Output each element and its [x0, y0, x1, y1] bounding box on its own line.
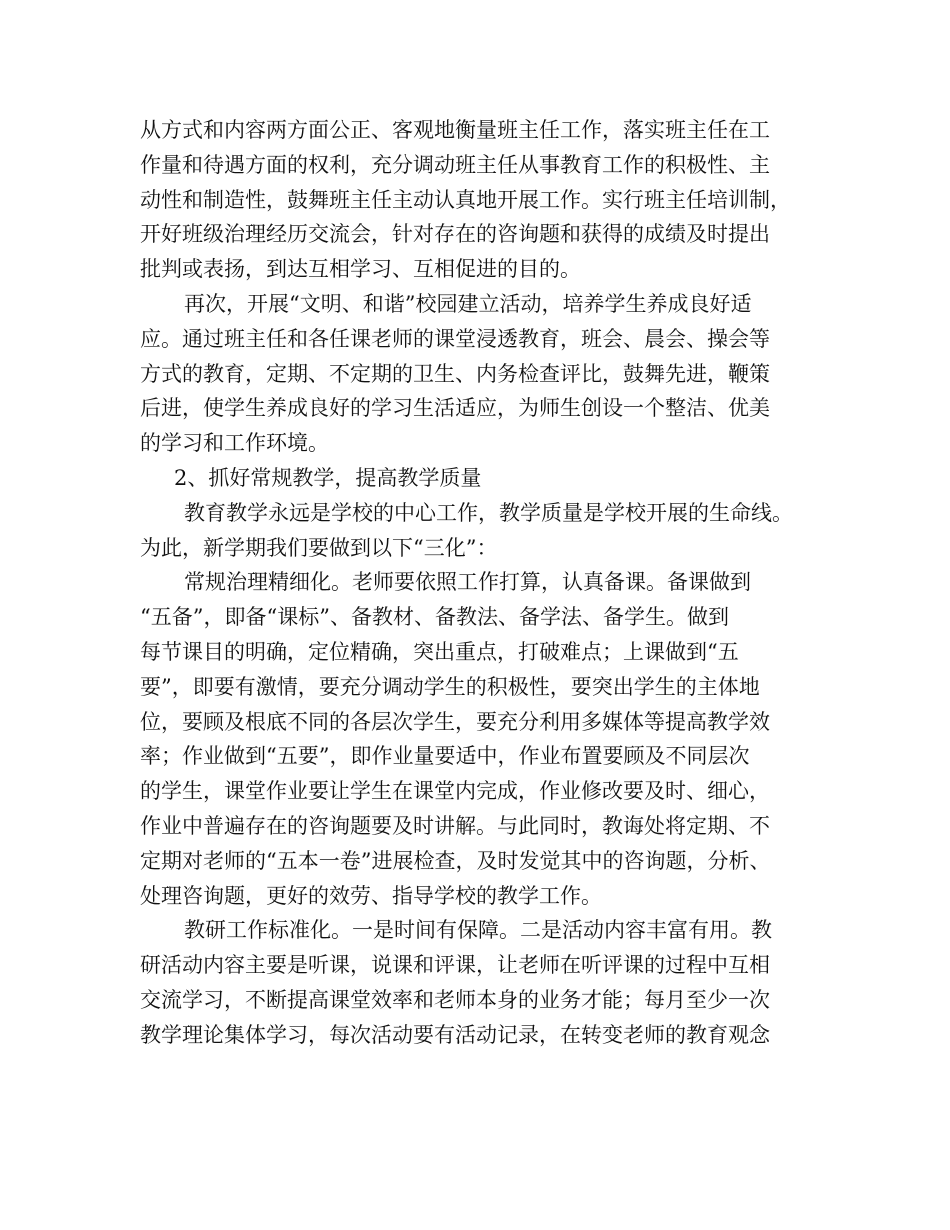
- text-line: 处理咨询题，更好的效劳、指导学校的教学工作。: [140, 883, 602, 908]
- paragraph-start-line: 教育教学永远是学校的中心工作，教学质量是学校开展的生命线。: [184, 500, 793, 525]
- text-line: “五备”，即备“课标”、备教材、备教法、备学法、备学生。做到: [140, 605, 729, 630]
- text-line: 的学习和工作环境。: [140, 431, 329, 456]
- paragraph-start-line: 常规治理精细化。老师要依照工作打算，认真备课。备课做到: [184, 570, 751, 595]
- text-line: 教学理论集体学习，每次活动要有活动记录，在转变老师的教育观念: [140, 1022, 770, 1047]
- text-line: 为此，新学期我们要做到以下“三化”：: [140, 535, 498, 560]
- text-line: 作业中普遍存在的咨询题要及时讲解。与此同时，教诲处将定期、不: [140, 813, 770, 838]
- text-line: 动性和制造性，鼓舞班主任主动认真地开展工作。实行班主任培训制，: [140, 187, 791, 212]
- text-line: 方式的教育，定期、不定期的卫生、内务检查评比，鼓舞先进，鞭策: [140, 361, 770, 386]
- text-line: 位，要顾及根底不同的各层次学生，要充分利用多媒体等提高教学效: [140, 709, 770, 734]
- section-heading: 2、抓好常规教学，提高教学质量: [174, 465, 482, 490]
- text-line: 要”，即要有激情，要充分调动学生的积极性，要突出学生的主体地: [140, 674, 760, 699]
- text-line: 从方式和内容两方面公正、客观地衡量班主任工作，落实班主任在工: [140, 118, 770, 142]
- text-line: 率；作业做到“五要”，即作业量要适中，作业布置要顾及不同层次: [140, 744, 750, 769]
- text-line: 作量和待遇方面的权利，充分调动班主任从事教育工作的积极性、主: [140, 152, 770, 177]
- text-line: 批判或表扬，到达互相学习、互相促进的目的。: [140, 257, 581, 282]
- paragraph-start-line: 教研工作标准化。一是时间有保障。二是活动内容丰富有用。教: [184, 918, 772, 943]
- text-line: 开好班级治理经历交流会，针对存在的咨询题和获得的成绩及时提出: [140, 222, 770, 247]
- paragraph-start-line: 再次，开展“文明、和谐”校园建立活动，培养学生养成良好适: [184, 291, 752, 316]
- text-line: 交流学习，不断提高课堂效率和老师本身的业务才能；每月至少一次: [140, 987, 770, 1012]
- text-line: 后进，使学生养成良好的学习生活适应，为师生创设一个整洁、优美: [140, 396, 770, 421]
- document-body: [140, 113, 820, 1053]
- text-line: 应。通过班主任和各任课老师的课堂浸透教育，班会、晨会、操会等: [140, 326, 770, 351]
- text-line: 的学生，课堂作业要让学生在课堂内完成，作业修改要及时、细心，: [140, 779, 770, 804]
- text-line: 每节课目的明确，定位精确，突出重点，打破难点；上课做到“五: [140, 639, 739, 664]
- text-line: 研活动内容主要是听课，说课和评课，让老师在听评课的过程中互相: [140, 953, 770, 978]
- text-line: 定期对老师的“五本一卷”进展检查，及时发觉其中的咨询题，分析、: [140, 848, 771, 873]
